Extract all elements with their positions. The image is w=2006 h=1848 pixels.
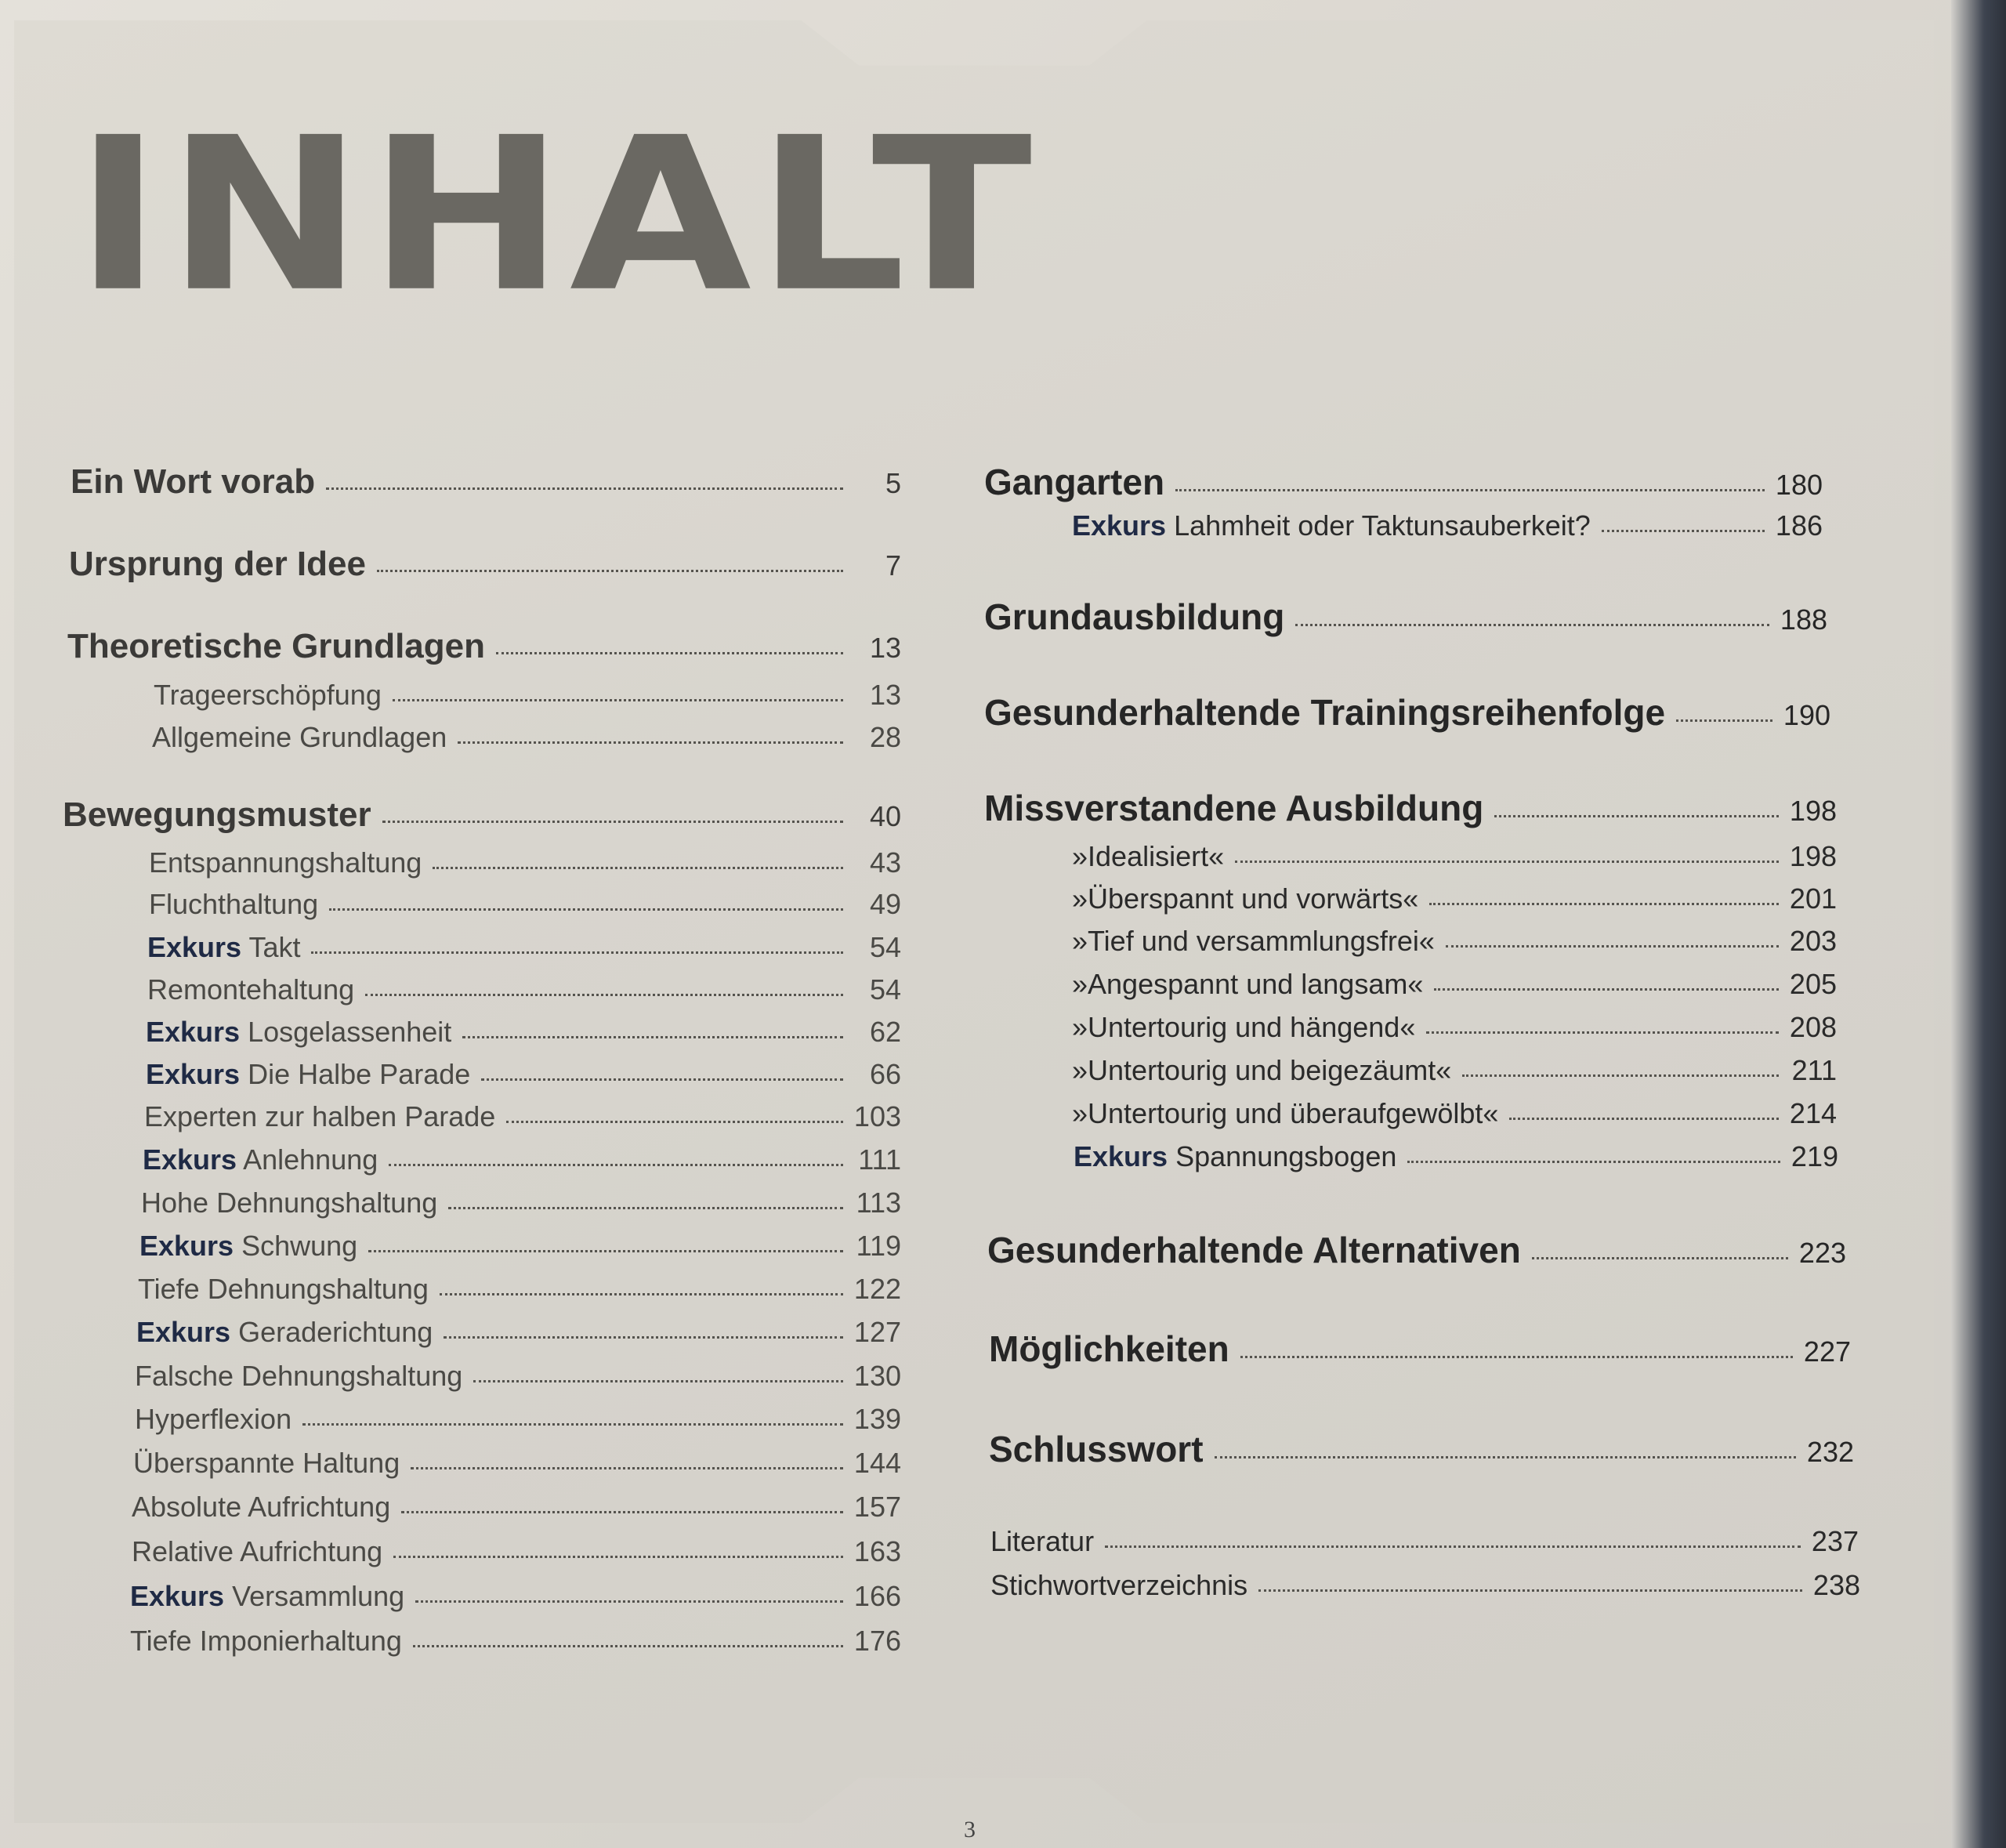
toc-entry-label: Hyperflexion — [135, 1403, 292, 1435]
toc-entry-label: Lahmheit oder Taktunsauberkeit? — [1174, 509, 1591, 542]
toc-entry-page: 139 — [853, 1403, 901, 1435]
toc-subentry — [1072, 509, 1823, 542]
toc-entry-page: 103 — [853, 1100, 901, 1132]
toc-entry-label: Allgemeine Grundlagen — [152, 721, 447, 753]
dot-leader — [1462, 1074, 1779, 1077]
toc-entry-page: 13 — [869, 679, 901, 711]
toc-subentry — [133, 1447, 901, 1480]
toc-entry-label: »Tief und versammlungsfrei« — [1072, 925, 1435, 957]
dot-leader — [1602, 530, 1765, 532]
toc-entry — [984, 461, 1823, 503]
toc-entry-label: Absolute Aufrichtung — [132, 1491, 391, 1523]
exkurs-prefix: Exkurs — [146, 1016, 241, 1048]
toc-entry-page: 163 — [853, 1535, 901, 1567]
dot-leader — [1429, 903, 1779, 905]
toc-entry-label: »Idealisiert« — [1072, 840, 1225, 872]
toc-entry-page: 237 — [1811, 1525, 1859, 1557]
toc-entry-page: 13 — [869, 632, 901, 664]
toc-subentry — [135, 1403, 901, 1436]
dot-leader — [433, 867, 843, 869]
dot-leader — [1676, 719, 1772, 722]
toc-subentry — [136, 1316, 901, 1349]
dot-leader — [382, 821, 843, 823]
toc-entry — [989, 1428, 1854, 1470]
toc-entry-label: Stichwortverzeichnis — [990, 1569, 1248, 1601]
toc-entry-label: Falsche Dehnungshaltung — [135, 1360, 463, 1392]
toc-entry — [67, 627, 901, 666]
dot-leader — [302, 1423, 843, 1426]
toc-entry-label: Theoretische Grundlagen — [67, 627, 485, 665]
toc-subentry — [143, 1143, 901, 1176]
toc-subentry — [149, 888, 901, 921]
toc-entry-label: »Überspannt und vorwärts« — [1072, 882, 1419, 915]
toc-subentry — [154, 679, 901, 712]
dot-leader — [462, 1036, 843, 1038]
toc-entry-label: Tiefe Imponierhaltung — [130, 1625, 402, 1657]
dot-leader — [1240, 1356, 1793, 1358]
dot-leader — [415, 1600, 843, 1603]
dot-leader — [473, 1380, 843, 1382]
page-number: 3 — [964, 1817, 976, 1843]
toc-entry-page: 127 — [853, 1316, 901, 1348]
toc-entry-page: 157 — [853, 1491, 901, 1523]
toc-entry-page: 208 — [1789, 1011, 1837, 1043]
toc-entry-page: 111 — [858, 1143, 901, 1176]
dot-leader — [1295, 624, 1769, 626]
exkurs-prefix: Exkurs — [1074, 1140, 1168, 1172]
toc-entry-label: Gesunderhaltende Trainingsreihenfolge — [984, 692, 1666, 733]
toc-entry-page: 203 — [1789, 925, 1837, 957]
toc-entry-label: Tiefe Dehnungshaltung — [138, 1273, 429, 1305]
dot-leader — [389, 1164, 843, 1166]
toc-entry-page: 43 — [869, 846, 901, 879]
toc-subentry — [132, 1491, 901, 1524]
toc-entry-label: Überspannte Haltung — [133, 1447, 400, 1479]
toc-entry-label: Fluchthaltung — [149, 888, 319, 920]
dot-leader — [440, 1293, 843, 1295]
dot-leader — [1434, 988, 1779, 991]
toc-entry-label: Geraderichtung — [238, 1316, 433, 1348]
exkurs-prefix: Exkurs — [136, 1316, 231, 1348]
toc-entry-page: 232 — [1806, 1436, 1854, 1468]
toc-entry-page: 122 — [853, 1273, 901, 1305]
dot-leader — [1258, 1589, 1802, 1592]
toc-subentry — [1072, 968, 1837, 1001]
toc-entry-page: 186 — [1775, 509, 1823, 542]
toc-entry-label: »Angespannt und langsam« — [1072, 968, 1424, 1000]
dot-leader — [458, 741, 843, 744]
toc-subentry — [1072, 1011, 1837, 1044]
dot-leader — [411, 1467, 843, 1469]
toc-entry — [984, 691, 1830, 734]
toc-entry-label: Möglichkeiten — [989, 1328, 1229, 1369]
exkurs-prefix: Exkurs — [146, 1058, 241, 1090]
toc-entry-page: 180 — [1775, 469, 1823, 501]
dot-leader — [1105, 1545, 1801, 1548]
dot-leader — [1446, 945, 1779, 948]
toc-entry-page: 40 — [869, 800, 901, 832]
dot-leader — [311, 951, 843, 954]
toc-entry-label: Missverstandene Ausbildung — [984, 788, 1484, 828]
toc-subentry — [144, 1100, 901, 1133]
dot-leader — [326, 487, 843, 490]
toc-entry-label: Bewegungsmuster — [63, 795, 371, 834]
dot-leader — [1407, 1161, 1780, 1163]
toc-subentry — [130, 1580, 901, 1613]
toc-entry-label: Entspannungshaltung — [149, 846, 422, 879]
toc-entry-page: 214 — [1789, 1097, 1837, 1129]
toc-subentry — [135, 1360, 901, 1393]
dot-leader — [393, 1556, 843, 1558]
toc-entry-page: 190 — [1783, 699, 1830, 731]
toc-entry-page: 49 — [869, 888, 901, 920]
dot-leader — [1215, 1456, 1796, 1458]
toc-subentry — [149, 846, 901, 879]
toc-entry-label: »Untertourig und überaufgewölbt« — [1072, 1097, 1499, 1129]
toc-entry-page: 166 — [853, 1580, 901, 1612]
toc-entry-label: Relative Aufrichtung — [132, 1535, 383, 1567]
toc-subentry — [147, 973, 901, 1006]
toc-entry-page: 201 — [1789, 882, 1837, 915]
dot-leader — [496, 652, 843, 654]
toc-entry — [984, 787, 1837, 829]
toc-entry-page: 119 — [856, 1230, 901, 1262]
toc-subentry — [1072, 925, 1837, 958]
toc-entry — [984, 596, 1827, 638]
toc-subentry — [990, 1525, 1859, 1558]
toc-entry-page: 219 — [1791, 1140, 1838, 1172]
toc-entry-page: 144 — [853, 1447, 901, 1479]
toc-entry-label: Ursprung der Idee — [69, 545, 366, 583]
toc-entry-page: 188 — [1780, 603, 1827, 636]
toc-entry-page: 227 — [1803, 1335, 1851, 1368]
dot-leader — [393, 699, 843, 701]
toc-entry-label: Remontehaltung — [147, 973, 355, 1006]
exkurs-prefix: Exkurs — [139, 1230, 234, 1262]
toc-entry-label: Losgelassenheit — [248, 1016, 452, 1048]
exkurs-prefix: Exkurs — [143, 1143, 237, 1176]
toc-entry-page: 223 — [1798, 1237, 1846, 1269]
toc-entry-label: Schwung — [241, 1230, 358, 1262]
dot-leader — [448, 1207, 843, 1209]
toc-entry-page: 28 — [869, 721, 901, 753]
toc-entry-label: Grundausbildung — [984, 596, 1285, 637]
toc-subentry — [1072, 882, 1837, 915]
toc-subentry — [146, 1016, 901, 1049]
toc-entry — [987, 1229, 1846, 1271]
toc-entry-page: 211 — [1791, 1054, 1837, 1086]
exkurs-prefix: Exkurs — [147, 931, 242, 963]
dot-leader — [401, 1511, 843, 1513]
toc-entry — [69, 545, 901, 584]
toc-subentry — [1072, 840, 1837, 873]
toc-entry-page: 113 — [856, 1187, 901, 1219]
toc-entry-label: Takt — [248, 931, 301, 963]
toc-entry-label: Literatur — [990, 1525, 1095, 1557]
exkurs-prefix: Exkurs — [130, 1580, 225, 1612]
dot-leader — [1532, 1257, 1788, 1259]
toc-entry-page: 205 — [1789, 968, 1837, 1000]
dot-leader — [368, 1250, 843, 1252]
toc-entry-page: 238 — [1812, 1569, 1860, 1601]
toc-entry-label: »Untertourig und beigezäumt« — [1072, 1054, 1452, 1086]
toc-entry-page: 66 — [869, 1058, 901, 1090]
dot-leader — [377, 570, 843, 572]
dot-leader — [329, 908, 843, 911]
toc-entry-page: 5 — [885, 467, 901, 499]
exkurs-prefix: Exkurs — [1072, 509, 1167, 542]
toc-subentry — [138, 1273, 901, 1306]
toc-subentry — [141, 1187, 901, 1219]
toc-entry-label: Anlehnung — [243, 1143, 378, 1176]
dot-leader — [365, 994, 843, 996]
toc-entry-label: Schlusswort — [989, 1429, 1204, 1469]
toc-entry — [71, 462, 901, 502]
toc-entry-page: 198 — [1789, 795, 1837, 827]
toc-entry-label: Experten zur halben Parade — [144, 1100, 496, 1132]
toc-entry-page: 54 — [869, 973, 901, 1006]
toc-entry-page: 130 — [853, 1360, 901, 1392]
toc-subentry — [130, 1625, 901, 1658]
dot-leader — [1175, 489, 1765, 491]
toc-entry-label: Spannungsbogen — [1175, 1140, 1397, 1172]
toc-entry-page: 198 — [1789, 840, 1837, 872]
toc-entry-label: Gesunderhaltende Alternativen — [987, 1230, 1521, 1270]
toc-entry-label: Trageerschöpfung — [154, 679, 382, 711]
page-title: INHALT — [74, 92, 1037, 339]
toc-subentry — [1074, 1140, 1838, 1173]
toc-subentry — [1072, 1054, 1837, 1087]
toc-subentry — [1072, 1097, 1837, 1130]
toc-subentry — [990, 1569, 1860, 1602]
toc-entry-page: 176 — [853, 1625, 901, 1657]
toc-entry-page: 54 — [869, 931, 901, 963]
toc-entry-label: Versammlung — [232, 1580, 405, 1612]
toc-subentry — [139, 1230, 901, 1263]
toc-entry-page: 7 — [885, 549, 901, 582]
toc-subentry — [152, 721, 901, 754]
dot-leader — [1509, 1118, 1779, 1120]
page-edge-shadow — [1951, 0, 2006, 1848]
toc-subentry — [147, 931, 901, 964]
toc-entry-label: Ein Wort vorab — [71, 462, 316, 501]
dot-leader — [1235, 861, 1779, 863]
toc-entry — [989, 1328, 1851, 1370]
toc-entry-label: Gangarten — [984, 462, 1165, 502]
dot-leader — [1494, 815, 1779, 817]
toc-entry-page: 62 — [869, 1016, 901, 1048]
dot-leader — [481, 1078, 843, 1081]
toc-subentry — [146, 1058, 901, 1091]
dot-leader — [413, 1645, 843, 1647]
dot-leader — [506, 1121, 843, 1123]
dot-leader — [1426, 1031, 1779, 1034]
toc-subentry — [132, 1535, 901, 1568]
dot-leader — [444, 1336, 843, 1339]
toc-entry-label: Die Halbe Parade — [248, 1058, 471, 1090]
toc-entry-label: »Untertourig und hängend« — [1072, 1011, 1416, 1043]
toc-entry — [63, 795, 901, 835]
toc-entry-label: Hohe Dehnungshaltung — [141, 1187, 438, 1219]
